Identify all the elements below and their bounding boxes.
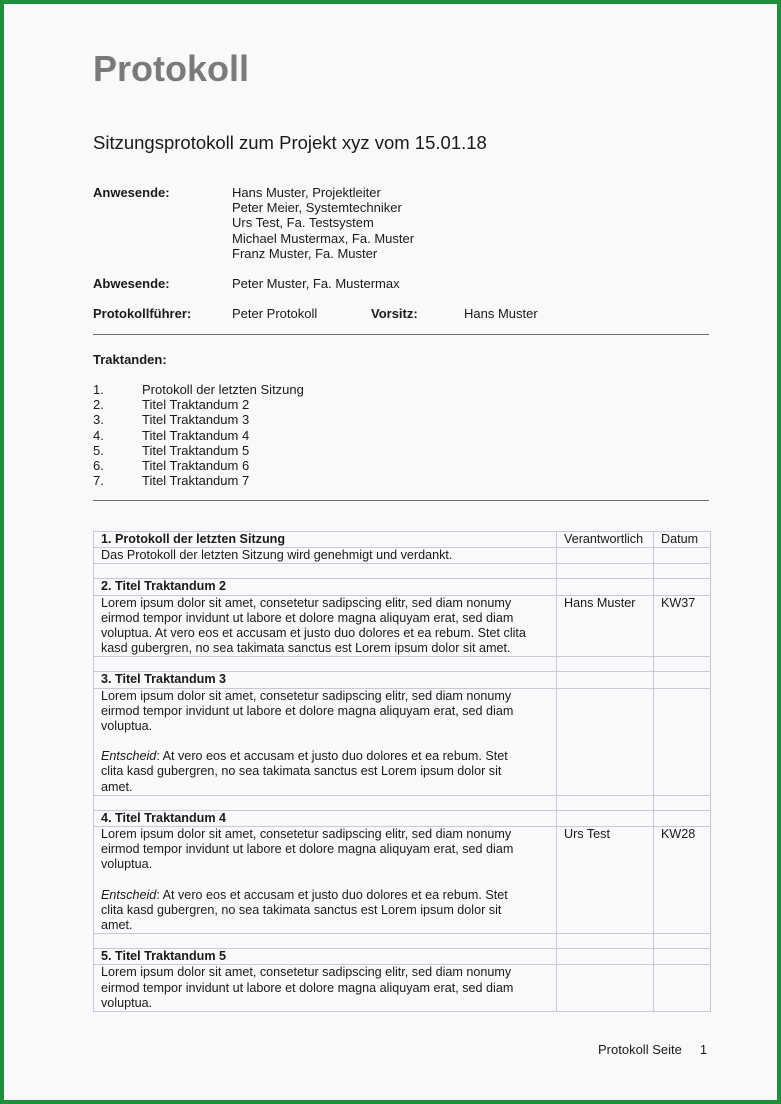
table-cell — [654, 579, 711, 595]
table-cell — [557, 934, 654, 949]
body-line: voluptua. At vero eos et accusam et justo duo dolores et ea rebum. Stet clita — [101, 626, 526, 641]
date-cell — [654, 548, 711, 564]
table-cell — [94, 564, 557, 579]
attendees-label: Anwesende: — [93, 185, 170, 200]
agenda-list — [93, 382, 304, 488]
decision-text: : At vero eos et accusam et justo duo dolores et ea rebum. Stet — [156, 887, 508, 902]
decision-line: clita kasd gubergren, no sea takimata sanctus est Lorem ipsum dolor sit — [101, 902, 502, 917]
agenda-item-number: 6. — [93, 458, 104, 474]
absent-name: Peter Muster, Fa. Mustermax — [232, 276, 400, 291]
table-spacer-row — [94, 795, 711, 810]
agenda-item-number: 1. — [93, 382, 104, 397]
recorder-value: Peter Protokoll — [232, 306, 318, 321]
table-cell — [557, 579, 654, 595]
section-body — [94, 595, 557, 657]
date-cell: KW28 — [654, 827, 711, 934]
body-line: Das Protokoll der letzten Sitzung wird genehmigt und verdankt. — [101, 548, 453, 563]
table-cell — [654, 657, 711, 672]
agenda-item-text: Titel Traktandum 4 — [142, 427, 250, 443]
attendees-list — [232, 185, 414, 261]
divider — [93, 500, 709, 501]
attendee-name: Franz Muster, Fa. Muster — [232, 245, 378, 261]
table-row — [94, 595, 711, 657]
attendee-name: Urs Test, Fa. Testsystem — [232, 215, 374, 231]
table-row — [94, 688, 711, 795]
responsible-cell — [557, 688, 654, 795]
attendee-name: Michael Mustermax, Fa. Muster — [232, 230, 415, 246]
agenda-item-number: 3. — [93, 412, 104, 428]
section-body — [94, 688, 557, 795]
table-section-header — [94, 579, 711, 595]
date-cell: KW37 — [654, 595, 711, 657]
agenda-item-text: Titel Traktandum 6 — [142, 458, 250, 474]
date-cell — [654, 688, 711, 795]
body-line: eirmod tempor invidunt ut labore et dolore magna aliquyam erat, sed diam — [101, 842, 514, 857]
agenda-item — [93, 397, 304, 412]
document-title: Protokoll — [93, 48, 250, 89]
body-line: Lorem ipsum dolor sit amet, consetetur sadipscing elitr, sed diam nonumy — [101, 688, 512, 703]
column-header-responsible: Verantwortlich — [557, 532, 654, 548]
absent-label: Abwesende: — [93, 276, 170, 291]
column-header-date: Datum — [654, 532, 711, 548]
table-row — [94, 827, 711, 934]
body-line: voluptua. — [101, 857, 153, 872]
table-section-header — [94, 949, 711, 965]
table-cell — [557, 810, 654, 826]
agenda-item-number: 7. — [93, 473, 104, 489]
section-title: 5. Titel Traktandum 5 — [94, 949, 557, 965]
agenda-item-number: 4. — [93, 427, 104, 443]
agenda-item-text: Titel Traktandum 2 — [142, 397, 250, 413]
responsible-cell — [557, 548, 654, 564]
date-cell — [654, 965, 711, 1012]
minutes-table — [93, 531, 711, 1012]
decision-label: Entscheid — [101, 887, 157, 902]
page-footer — [598, 1042, 707, 1057]
chair-value: Hans Muster — [464, 306, 538, 321]
table-cell — [94, 657, 557, 672]
attendee-name: Peter Meier, Systemtechniker — [232, 200, 402, 216]
section-title: 4. Titel Traktandum 4 — [94, 810, 557, 826]
table-cell — [557, 672, 654, 688]
agenda-item-text: Protokoll der letzten Sitzung — [142, 382, 304, 397]
body-line: eirmod tempor invidunt ut labore et dolore magna aliquyam erat, sed diam — [101, 980, 514, 995]
page-number: 1 — [699, 1042, 708, 1057]
table-cell — [557, 657, 654, 672]
recorder-label: Protokollführer: — [93, 306, 192, 321]
agenda-item — [93, 473, 304, 488]
section-title: 3. Titel Traktandum 3 — [94, 672, 557, 688]
decision-line — [101, 888, 549, 903]
table-cell — [654, 795, 711, 810]
body-line: eirmod tempor invidunt ut labore et dolore magna aliquyam erat, sed diam — [101, 610, 514, 625]
footer-label: Protokoll Seite — [598, 1042, 682, 1057]
decision-text: : At vero eos et accusam et justo duo dolores et ea rebum. Stet — [156, 749, 508, 764]
body-line: Lorem ipsum dolor sit amet, consetetur sadipscing elitr, sed diam nonumy — [101, 827, 512, 842]
agenda-item-text: Titel Traktandum 3 — [142, 412, 250, 428]
table-row — [94, 965, 711, 1012]
section-body — [94, 827, 557, 934]
table-cell — [94, 934, 557, 949]
agenda-item-text: Titel Traktandum 5 — [142, 442, 250, 458]
decision-line: amet. — [101, 918, 133, 933]
section-body — [94, 965, 557, 1012]
table-section-header — [94, 810, 711, 826]
body-line: voluptua. — [101, 995, 153, 1010]
agenda-item-number: 2. — [93, 397, 104, 413]
attendee-name: Hans Muster, Projektleiter — [232, 185, 381, 200]
responsible-cell: Urs Test — [557, 827, 654, 934]
table-row — [94, 548, 711, 564]
agenda-label: Traktanden: — [93, 352, 167, 367]
table-cell — [557, 795, 654, 810]
table-section-header — [94, 532, 711, 548]
agenda-item-number: 5. — [93, 442, 104, 458]
table-cell — [557, 564, 654, 579]
body-line: Lorem ipsum dolor sit amet, consetetur sadipscing elitr, sed diam nonumy — [101, 965, 512, 980]
table-cell — [654, 810, 711, 826]
agenda-item — [93, 443, 304, 458]
table-spacer-row — [94, 657, 711, 672]
divider — [93, 334, 709, 335]
body-line: eirmod tempor invidunt ut labore et dolore magna aliquyam erat, sed diam — [101, 703, 514, 718]
section-body — [94, 548, 557, 564]
table-cell — [557, 949, 654, 965]
agenda-item — [93, 458, 304, 473]
decision-line: clita kasd gubergren, no sea takimata sanctus est Lorem ipsum dolor sit — [101, 764, 502, 779]
document-subtitle: Sitzungsprotokoll zum Projekt xyz vom 15.01.18 — [93, 132, 487, 153]
agenda-item-text: Titel Traktandum 7 — [142, 473, 250, 489]
agenda-item — [93, 428, 304, 443]
table-cell — [94, 795, 557, 810]
table-spacer-row — [94, 934, 711, 949]
table-section-header — [94, 672, 711, 688]
table-cell — [654, 564, 711, 579]
table-cell — [654, 949, 711, 965]
document-page — [4, 4, 777, 1100]
body-line: Lorem ipsum dolor sit amet, consetetur sadipscing elitr, sed diam nonumy — [101, 595, 512, 610]
decision-line — [101, 749, 549, 764]
agenda-item — [93, 412, 304, 427]
responsible-cell — [557, 965, 654, 1012]
body-line: kasd gubergren, no sea takimata sanctus est Lorem ipsum dolor sit amet. — [101, 641, 511, 656]
body-line: voluptua. — [101, 719, 153, 734]
table-cell — [654, 934, 711, 949]
agenda-item — [93, 382, 304, 397]
decision-label: Entscheid — [101, 749, 157, 764]
decision-line: amet. — [101, 779, 133, 794]
responsible-cell: Hans Muster — [557, 595, 654, 657]
table-cell — [654, 672, 711, 688]
section-title: 1. Protokoll der letzten Sitzung — [94, 532, 557, 548]
chair-label: Vorsitz: — [371, 306, 418, 321]
section-title: 2. Titel Traktandum 2 — [94, 579, 557, 595]
table-spacer-row — [94, 564, 711, 579]
